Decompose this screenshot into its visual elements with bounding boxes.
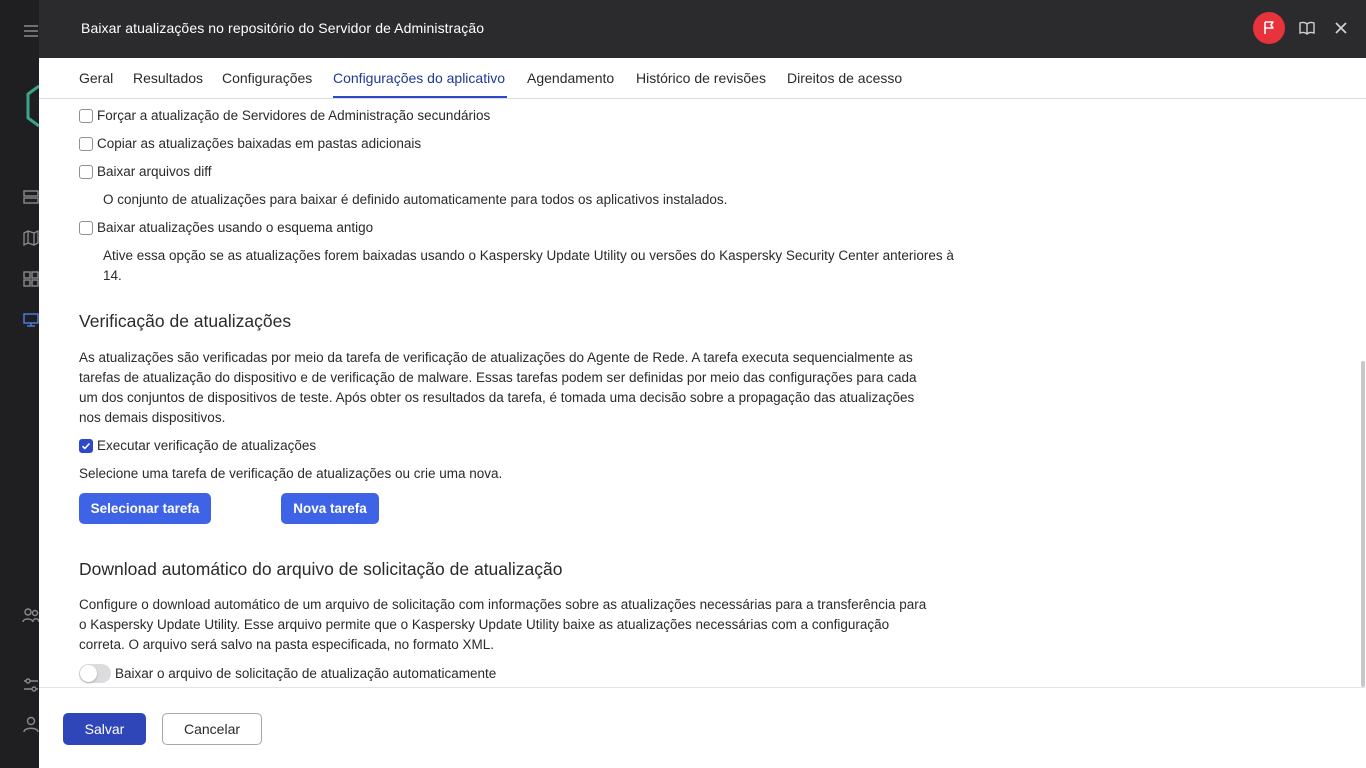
- panel-header: [39, 0, 1366, 58]
- apps-icon[interactable]: [22, 270, 40, 288]
- auto-download-option[interactable]: [79, 664, 496, 683]
- run-check-label: Executar verificação de atualizações: [97, 438, 317, 453]
- tab-configuracoes[interactable]: Configurações: [222, 70, 313, 86]
- copy-updates-label: Copiar as atualizações baixadas em pastas adicionais: [97, 136, 422, 151]
- diff-files-checkbox[interactable]: [79, 165, 93, 179]
- new-task-button[interactable]: Nova tarefa: [281, 493, 379, 524]
- verification-description-line: tarefas de atualização do dispositivo e de verificação de malware. Essas tarefas podem ser definidas por meio das configurações para cada: [79, 370, 917, 385]
- book-icon[interactable]: [1298, 19, 1316, 37]
- run-check-checkbox[interactable]: [79, 439, 93, 453]
- auto-download-heading: Download automático do arquivo de solicitação de atualização: [79, 559, 563, 579]
- users-icon[interactable]: [22, 606, 40, 624]
- scrollbar-thumb[interactable]: [1361, 361, 1365, 687]
- server-icon[interactable]: [22, 188, 40, 206]
- old-scheme-label: Baixar atualizações usando o esquema antigo: [97, 220, 374, 235]
- verification-description: [79, 348, 916, 428]
- copy-updates-checkbox[interactable]: [79, 137, 93, 151]
- old-scheme-hint-line2: 14.: [103, 268, 122, 283]
- old-scheme-option[interactable]: [79, 220, 373, 235]
- sliders-icon[interactable]: [22, 676, 40, 694]
- diff-files-hint: O conjunto de atualizações para baixar é definido automaticamente para todos os aplicativos instalados.: [103, 192, 728, 207]
- force-update-option[interactable]: [79, 108, 490, 123]
- old-scheme-checkbox[interactable]: [79, 221, 93, 235]
- content-scrollbar[interactable]: [1359, 99, 1366, 687]
- tab-agendamento[interactable]: Agendamento: [527, 70, 615, 86]
- panel-footer: [39, 687, 1366, 768]
- active-tab-indicator: [333, 96, 507, 98]
- auto-download-description-line: correta. O arquivo será salvo na pasta especificada, no formato XML.: [79, 637, 494, 652]
- auto-download-description-line: Configure o download automático de um arquivo de solicitação com informações sobre as atualizações necessárias para a transferência para: [79, 597, 927, 612]
- verification-description-line: As atualizações são verificadas por meio da tarefa de verificação de atualizações do Agente de Rede. A tarefa executa sequencialmente as: [79, 350, 913, 365]
- diff-files-label: Baixar arquivos diff: [97, 164, 212, 179]
- tab-bar: [39, 58, 1366, 99]
- panel-title: Baixar atualizações no repositório do Servidor de Administração: [81, 20, 485, 36]
- task-properties-panel: [39, 0, 1366, 768]
- select-task-hint: Selecione uma tarefa de verificação de atualizações ou crie uma nova.: [79, 466, 503, 481]
- tab-geral[interactable]: Geral: [79, 70, 114, 86]
- user-icon[interactable]: [22, 715, 40, 733]
- map-icon[interactable]: [22, 229, 40, 247]
- auto-download-toggle-label: Baixar o arquivo de solicitação de atualização automaticamente: [115, 666, 497, 681]
- settings-content: [39, 99, 1357, 687]
- kaspersky-logo-icon: [22, 84, 40, 128]
- menu-icon[interactable]: [22, 22, 40, 40]
- save-button[interactable]: Salvar: [63, 713, 146, 745]
- monitor-icon[interactable]: [22, 311, 40, 329]
- force-update-label: Forçar a atualização de Servidores de Administração secundários: [97, 108, 491, 123]
- tab-direitos-de-acesso[interactable]: Direitos de acesso: [787, 70, 903, 86]
- select-task-button[interactable]: Selecionar tarefa: [79, 493, 211, 524]
- verification-description-line: nos demais dispositivos.: [79, 410, 226, 425]
- verification-description-line: um dos conjuntos de dispositivos de teste. Após obter os resultados da tarefa, é tomada uma decisão sobre a propagação das atualizações: [79, 390, 915, 405]
- app-sidebar: [0, 0, 40, 768]
- auto-download-description-line: o Kaspersky Update Utility. Esse arquivo permite que o Kaspersky Update Utility baixe as atualizações necessárias com a configuração: [79, 617, 890, 632]
- diff-files-option[interactable]: [79, 164, 212, 179]
- tab-resultados[interactable]: Resultados: [133, 70, 204, 86]
- tab-configuracoes-do-aplicativo[interactable]: Configurações do aplicativo: [333, 70, 505, 86]
- force-update-checkbox[interactable]: [79, 109, 93, 123]
- copy-updates-option[interactable]: [79, 136, 421, 151]
- checkmark-icon: [81, 441, 91, 451]
- run-check-option[interactable]: [79, 438, 316, 453]
- toggle-knob: [80, 665, 97, 682]
- close-icon[interactable]: [1332, 19, 1350, 37]
- verification-heading: Verificação de atualizações: [79, 311, 292, 331]
- cancel-button[interactable]: Cancelar: [162, 713, 262, 745]
- auto-download-description: [79, 595, 926, 655]
- flag-icon[interactable]: [1253, 12, 1285, 44]
- old-scheme-hint-line1: Ative essa opção se as atualizações forem baixadas usando o Kaspersky Update Utility ou versões do Kaspersky Security Center anteriores à: [103, 248, 954, 263]
- auto-download-toggle[interactable]: [79, 664, 111, 683]
- tab-historico-de-revisoes[interactable]: Histórico de revisões: [636, 70, 766, 86]
